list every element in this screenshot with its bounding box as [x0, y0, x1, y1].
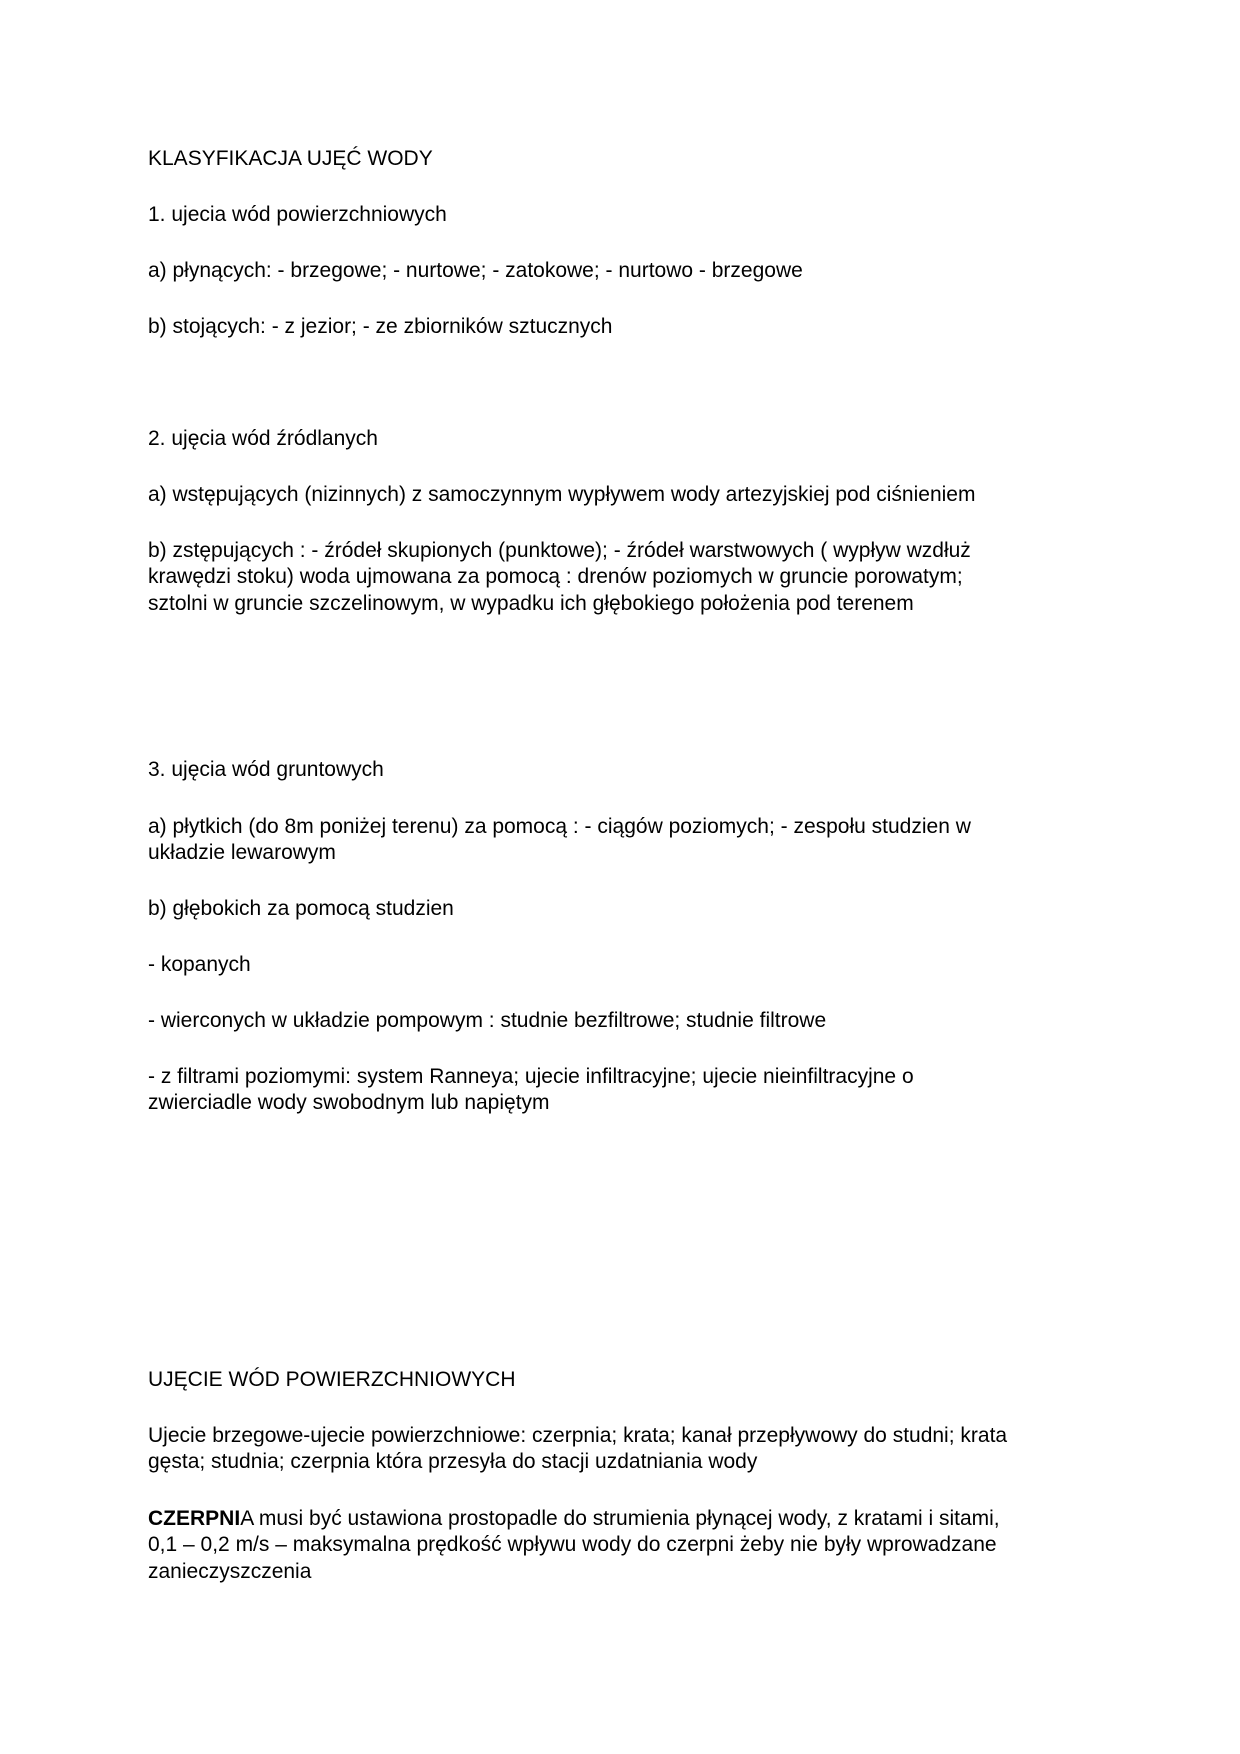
- item-3b-text: b) głębokich za pomocą studzien: [148, 897, 454, 920]
- czerpnia-bold-term: CZERPNI: [148, 1507, 241, 1530]
- section-2-p1-line-1: Ujecie brzegowe-ujecie powierzchniowe: czerpnia; krata; kanał przepływowy do studni; krata: [148, 1424, 1008, 1447]
- item-1b-text: b) stojących: - z jezior; - ze zbiorników sztucznych: [148, 315, 613, 338]
- item-2a-text: a) wstępujących (nizinnych) z samoczynnym wypływem wody artezyjskiej pod ciśnieniem: [148, 483, 976, 506]
- document-title: KLASYFIKACJA UJĘĆ WODY: [148, 147, 433, 170]
- item-1a-text: a) płynących: - brzegowe; - nurtowe; - zatokowe; - nurtowo - brzegowe: [148, 259, 803, 282]
- item-3b-sub-3-line-2: zwierciadle wody swobodnym lub napiętym: [148, 1091, 550, 1114]
- section-2-p1-line-2: gęsta; studnia; czerpnia która przesyła do stacji uzdatniania wody: [148, 1450, 758, 1473]
- item-3a-line-2: układzie lewarowym: [148, 841, 336, 864]
- item-2b-line-3: sztolni w gruncie szczelinowym, w wypadku ich głębokiego położenia pod terenem: [148, 592, 914, 615]
- item-2-heading: 2. ujęcia wód źródlanych: [148, 427, 378, 450]
- item-2b-line-2: krawędzi stoku) woda ujmowana za pomocą : drenów poziomych w gruncie porowatym;: [148, 565, 963, 588]
- item-2b-line-1: b) zstępujących : - źródeł skupionych (punktowe); - źródeł warstwowych ( wypływ wzdłuż: [148, 539, 971, 562]
- section-2-p2-line-1: [148, 1506, 1093, 1532]
- section-2-title: UJĘCIE WÓD POWIERZCHNIOWYCH: [148, 1368, 516, 1391]
- item-3-heading: 3. ujęcia wód gruntowych: [148, 758, 384, 781]
- section-2-p2-line-3: zanieczyszczenia: [148, 1560, 312, 1583]
- item-3a-line-1: a) płytkich (do 8m poniżej terenu) za pomocą : - ciągów poziomych; - zespołu studzien w: [148, 815, 971, 838]
- item-3b-sub-2: - wierconych w układzie pompowym : studnie bezfiltrowe; studnie filtrowe: [148, 1009, 827, 1032]
- item-1-heading: 1. ujecia wód powierzchniowych: [148, 203, 447, 226]
- item-3b-sub-1: - kopanych: [148, 953, 251, 976]
- section-2-p2-line-1-rest: A musi być ustawiona prostopadle do strumienia płynącej wody, z kratami i sitami,: [240, 1507, 1000, 1530]
- section-2-p2-line-2: 0,1 – 0,2 m/s – maksymalna prędkość wpływu wody do czerpni żeby nie były wprowadzane: [148, 1533, 997, 1556]
- item-3b-sub-3-line-1: - z filtrami poziomymi: system Ranneya; ujecie infiltracyjne; ujecie nieinfiltracyjne o: [148, 1065, 914, 1088]
